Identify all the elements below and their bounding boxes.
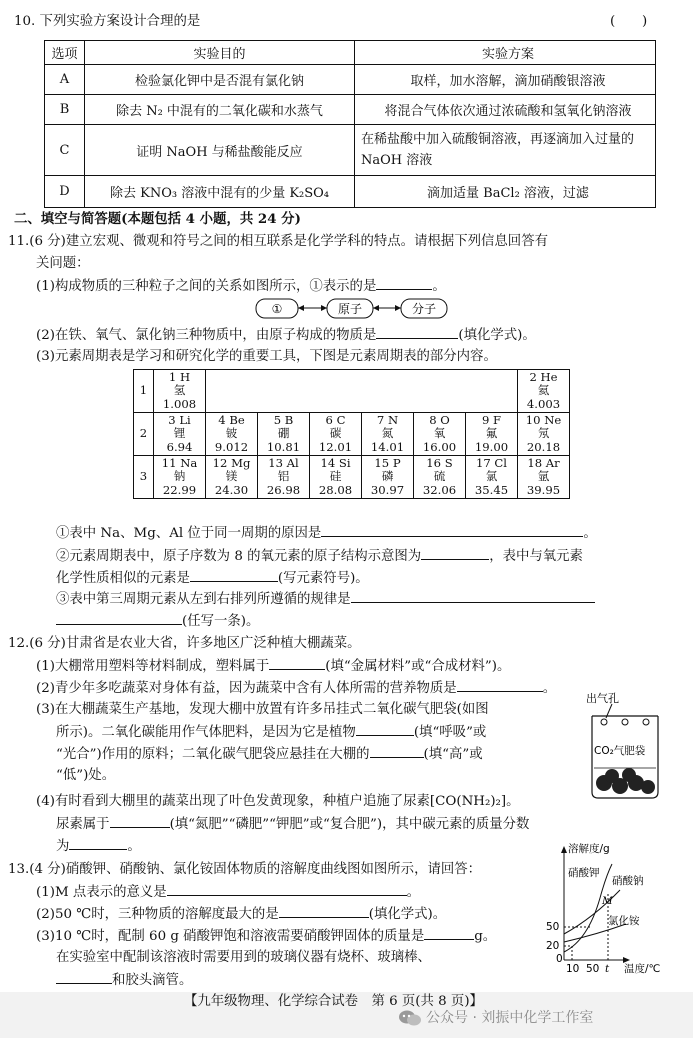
q11-sub3-text: ③表中第三周期元素从左到右排列所遵循的规律是 [56, 592, 351, 607]
element-cell: 18 Ar 氩 39.95 [518, 456, 570, 499]
option-purpose: 除去 N₂ 中混有的二氧化碳和水蒸气 [85, 95, 355, 125]
y-tick-50: 50 [546, 921, 560, 933]
element-cell: 9 F 氟 19.00 [466, 413, 518, 456]
element-cell: 14 Si 硅 28.08 [310, 456, 362, 499]
element-cell: 8 O 氧 16.00 [414, 413, 466, 456]
series-kno3-label: 硝酸钾 [568, 867, 600, 879]
q11-sub1-text: ①表中 Na、Mg、Al 位于同一周期的原因是 [56, 526, 322, 541]
option-plan: 将混合气体依次通过浓硫酸和氢氧化钠溶液 [355, 95, 656, 125]
chart-ylabel: 溶解度/g [568, 843, 610, 855]
answer-blank[interactable] [421, 546, 489, 560]
q13-part3-line2: 在实验室中配制该溶液时需要用到的玻璃仪器有烧杯、玻璃棒、 [56, 950, 431, 965]
table-row [45, 176, 656, 208]
answer-blank[interactable] [376, 276, 432, 290]
element-cell: 16 S 硫 32.06 [414, 456, 466, 499]
q12-part3-line2: 所示)。二氧化碳能用作气体肥料，是因为它是植物 (填“呼吸”或 [56, 722, 486, 743]
q10-options-table [44, 40, 656, 208]
diagram-node-1: ① [271, 302, 283, 316]
q11-part1: (1)构成物质的三种粒子之间的关系如图所示，①表示的是 。 [36, 276, 446, 297]
series-nano3-label: 硝酸钠 [612, 875, 644, 887]
option-label: B [45, 95, 85, 125]
answer-blank[interactable] [370, 744, 424, 758]
option-plan: 滴加适量 BaCl₂ 溶液，过滤 [355, 176, 656, 208]
answer-blank[interactable] [56, 611, 182, 625]
table-header-plan: 实验方案 [355, 41, 656, 65]
answer-blank[interactable] [269, 656, 325, 670]
element-cell: 5 B 硼 10.81 [258, 413, 310, 456]
answer-blank[interactable] [110, 814, 170, 828]
period-label: 1 [134, 370, 154, 413]
q11-stem-line2: 关问题： [36, 256, 90, 271]
q11-stem-line1: 11.(6 分)建立宏观、微观和符号之间的相互联系是化学学科的特点。请根据下列信息回答有 [8, 234, 548, 249]
q10-stem: 10. 下列实验方案设计合理的是 [14, 14, 201, 29]
option-label: D [45, 176, 85, 208]
bag-hole-label: 出气孔 [586, 692, 619, 705]
q11-part2-text: (2)在铁、氧气、氯化钠三种物质中，由原子构成的物质是 [36, 328, 377, 343]
table-row [45, 65, 656, 95]
q11-part3: (3)元素周期表是学习和研究化学的重要工具，下图是元素周期表的部分内容。 [36, 349, 497, 364]
answer-blank[interactable] [167, 882, 407, 896]
q11-sub3-cont: (任写一条)。 [56, 611, 259, 632]
particle-diagram [252, 296, 452, 322]
element-cell: 2 He 氦 4.003 [518, 370, 570, 413]
table-header-option: 选项 [45, 41, 85, 65]
q12-part3-line3: “光合”)作用的原料；二氧化碳气肥袋应悬挂在大棚的 (填“高”或 [56, 744, 483, 765]
element-cell: 13 Al 铝 26.98 [258, 456, 310, 499]
x-tick-0: 0 [556, 953, 563, 965]
q11-sub1: ①表中 Na、Mg、Al 位于同一周期的原因是 。 [56, 523, 597, 544]
table-header-purpose: 实验目的 [85, 41, 355, 65]
q11-sub2: ②元素周期表中，原子序数为 8 的氧元素的原子结构示意图为 ，表中与氧元素 [56, 546, 583, 567]
answer-blank[interactable] [356, 722, 414, 736]
answer-blank[interactable] [321, 523, 583, 537]
q12-part3-line1: (3)在大棚蔬菜生产基地，发现大棚中放置有许多吊挂式二氧化碳气肥袋(如图 [36, 702, 489, 717]
element-cell: 1 H 氢 1.008 [154, 370, 206, 413]
chart-xlabel: 温度/℃ [624, 963, 661, 974]
q11-part2 [36, 325, 536, 346]
q12-part1: (1)大棚常用塑料等材料制成，塑料属于 (填“金属材料”或“合成材料”)。 [36, 656, 510, 677]
q11-part2-hint: (填化学式)。 [458, 328, 536, 343]
page-footer: 【九年级物理、化学综合试卷 第 6 页(共 8 页)】 [184, 994, 483, 1009]
element-cell: 15 P 磷 30.97 [362, 456, 414, 499]
q12-part3-line4: “低”)处。 [56, 768, 116, 783]
answer-blank[interactable] [424, 926, 474, 940]
answer-blank[interactable] [56, 970, 112, 984]
element-cell: 3 Li 锂 6.94 [154, 413, 206, 456]
answer-blank[interactable] [279, 904, 369, 918]
answer-blank[interactable] [457, 678, 543, 692]
q11-sub2-cont: 化学性质相似的元素是 (写元素符号)。 [56, 568, 369, 589]
diagram-node-molecule: 分子 [411, 302, 437, 316]
x-tick-10: 10 [566, 963, 580, 974]
option-purpose: 证明 NaOH 与稀盐酸能反应 [85, 125, 355, 176]
q12-part4-line2: 尿素属于 (填“氮肥”“磷肥”“钾肥”或“复合肥”)，其中碳元素的质量分数 [56, 814, 529, 835]
element-cell: 4 Be 铍 9.012 [206, 413, 258, 456]
table-row [45, 95, 656, 125]
solubility-curve-figure [538, 838, 670, 974]
element-cell: 10 Ne 氖 20.18 [518, 413, 570, 456]
periodic-table [133, 369, 570, 499]
element-cell: 12 Mg 镁 24.30 [206, 456, 258, 499]
q13-part3-line3: 和胶头滴管。 [56, 970, 192, 991]
answer-blank[interactable] [351, 589, 595, 603]
period-label: 2 [134, 413, 154, 456]
q13-stem: 13.(4 分)硝酸钾、硝酸钠、氯化铵固体物质的溶解度曲线图如图所示，请回答： [8, 862, 482, 877]
section-title: 二、填空与简答题(本题包括 4 小题，共 24 分) [14, 211, 301, 227]
option-label: C [45, 125, 85, 176]
element-cell: 11 Na 钠 22.99 [154, 456, 206, 499]
q12-part2: (2)青少年多吃蔬菜对身体有益，因为蔬菜中含有人体所需的营养物质是 。 [36, 678, 556, 699]
q12-part4-line3: 为 。 [56, 836, 141, 857]
x-tick-50: 50 [586, 963, 600, 974]
table-gap [206, 370, 518, 413]
q13-part1: (1)M 点表示的意义是 。 [36, 882, 420, 903]
answer-blank[interactable] [190, 568, 278, 582]
wechat-icon [398, 1009, 422, 1027]
answer-blank[interactable] [376, 325, 458, 339]
point-m-label: M [602, 895, 613, 907]
y-tick-20: 20 [546, 940, 560, 952]
option-purpose: 除去 KNO₃ 溶液中混有的少量 K₂SO₄ [85, 176, 355, 208]
diagram-node-atom: 原子 [337, 302, 363, 316]
element-cell: 7 N 氮 14.01 [362, 413, 414, 456]
option-plan: 取样，加水溶解，滴加硝酸银溶液 [355, 65, 656, 95]
element-cell: 6 C 碳 12.01 [310, 413, 362, 456]
period-label: 3 [134, 456, 154, 499]
x-tick-t: t [605, 963, 610, 974]
q12-part4-line1: (4)有时看到大棚里的蔬菜出现了叶色发黄现象，种植户追施了尿素[CO(NH₂)₂]。 [36, 794, 520, 809]
element-cell: 17 Cl 氯 35.45 [466, 456, 518, 499]
watermark: 公众号 · 刘振中化学工作室 [426, 1010, 594, 1026]
option-plan: 在稀盐酸中加入硫酸铜溶液，再逐滴加入过量的 NaOH 溶液 [355, 125, 656, 176]
q11-part1-text: (1)构成物质的三种粒子之间的关系如图所示，①表示的是 [36, 279, 377, 294]
q10-answer-bracket: ( ) [610, 14, 648, 29]
option-label: A [45, 65, 85, 95]
q12-stem: 12.(6 分)甘肃省是农业大省，许多地区广泛种植大棚蔬菜。 [8, 636, 361, 651]
answer-blank[interactable] [69, 836, 127, 850]
table-row [45, 125, 656, 176]
q11-sub2-text: ②元素周期表中，原子序数为 8 的氧元素的原子结构示意图为 [56, 549, 422, 564]
q11-sub3 [56, 589, 595, 610]
option-purpose: 检验氯化钾中是否混有氯化钠 [85, 65, 355, 95]
q13-part3-line1: (3)10 ℃时，配制 60 g 硝酸钾饱和溶液需要硝酸钾固体的质量是 g。 [36, 926, 496, 947]
series-nh4cl-label: 氯化铵 [608, 915, 640, 927]
q13-part2: (2)50 ℃时，三种物质的溶解度最大的是 (填化学式)。 [36, 904, 446, 925]
bag-label: CO₂气肥袋 [594, 745, 646, 757]
co2-bag-illustration [582, 688, 662, 800]
